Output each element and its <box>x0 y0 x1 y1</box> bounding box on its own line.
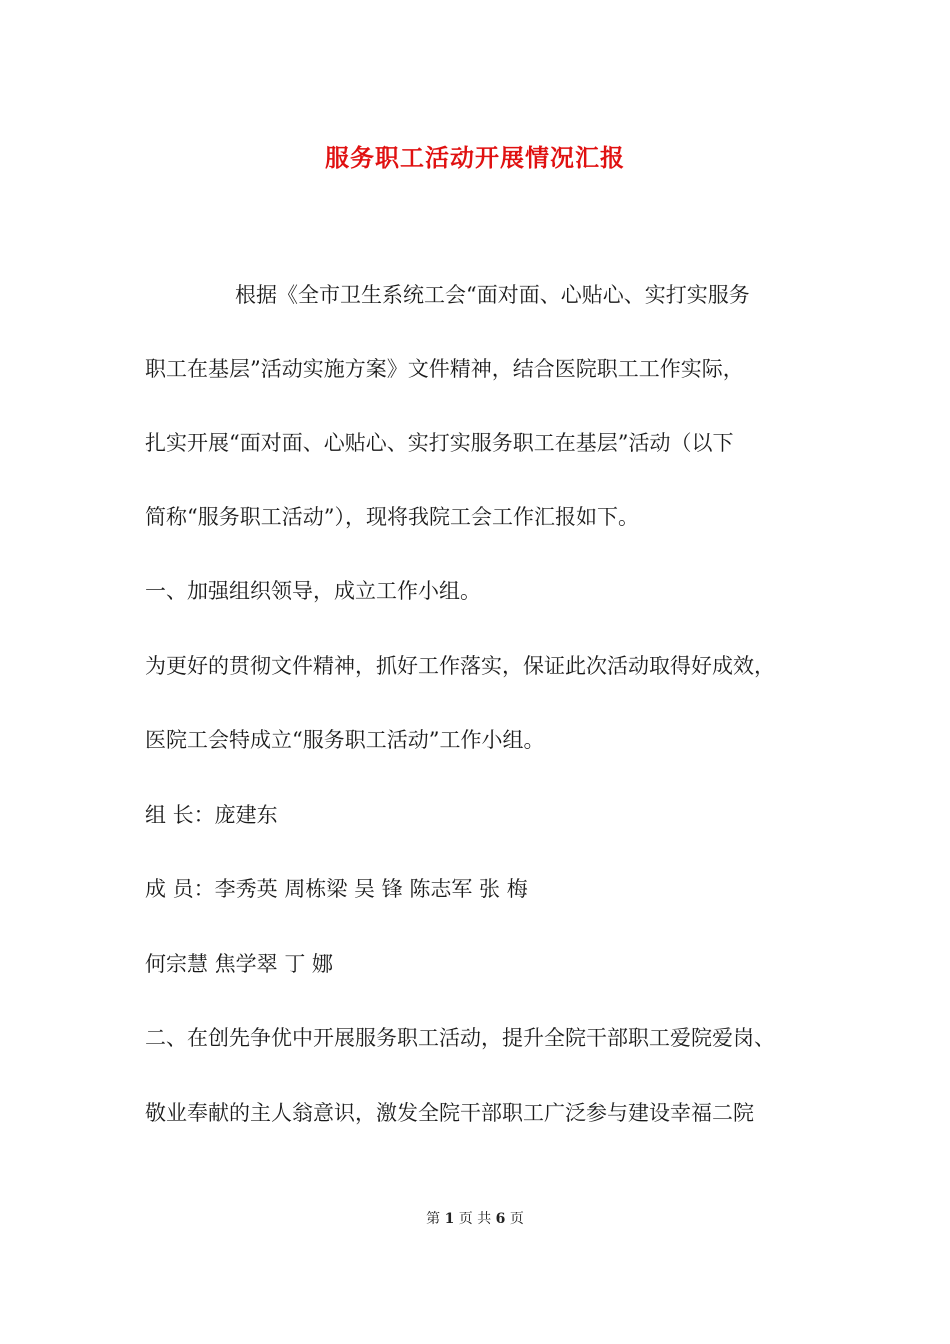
footer-page-number: 1 <box>444 1211 455 1227</box>
group-members-line-2: 何宗慧 焦学翠 丁 娜 <box>145 952 334 976</box>
paragraph-line-6: 医院工会特成立“服务职工活动”工作小组。 <box>145 728 545 752</box>
section-heading-1: 一、加强组织领导，成立工作小组。 <box>145 579 481 603</box>
page-footer <box>0 1208 950 1228</box>
footer-middle: 页 共 <box>458 1211 492 1227</box>
paragraph-line-5: 为更好的贯彻文件精神，抓好工作落实，保证此次活动取得好成效， <box>145 654 775 678</box>
footer-suffix: 页 <box>509 1211 524 1227</box>
paragraph-line-3: 扎实开展“面对面、心贴心、实打实服务职工在基层”活动（以下 <box>145 431 734 455</box>
footer-prefix: 第 <box>426 1211 441 1227</box>
section-heading-2: 二、在创先争优中开展服务职工活动，提升全院干部职工爱院爱岗、 <box>145 1026 775 1050</box>
paragraph-line-2: 职工在基层”活动实施方案》文件精神，结合医院职工工作实际， <box>145 357 744 381</box>
paragraph-line-4: 简称“服务职工活动”），现将我院工会工作汇报如下。 <box>145 505 639 529</box>
paragraph-line-7: 敬业奉献的主人翁意识，激发全院干部职工广泛参与建设幸福二院 <box>145 1101 754 1125</box>
paragraph-line-1: 根据《全市卫生系统工会“面对面、心贴心、实打实服务 <box>235 283 750 307</box>
footer-total-pages: 6 <box>495 1211 506 1227</box>
group-members-line-1: 成 员：李秀英 周栋梁 吴 锋 陈志军 张 梅 <box>145 877 528 901</box>
group-leader-line: 组 长：庞建东 <box>145 803 278 827</box>
document-title: 服务职工活动开展情况汇报 <box>325 143 625 172</box>
